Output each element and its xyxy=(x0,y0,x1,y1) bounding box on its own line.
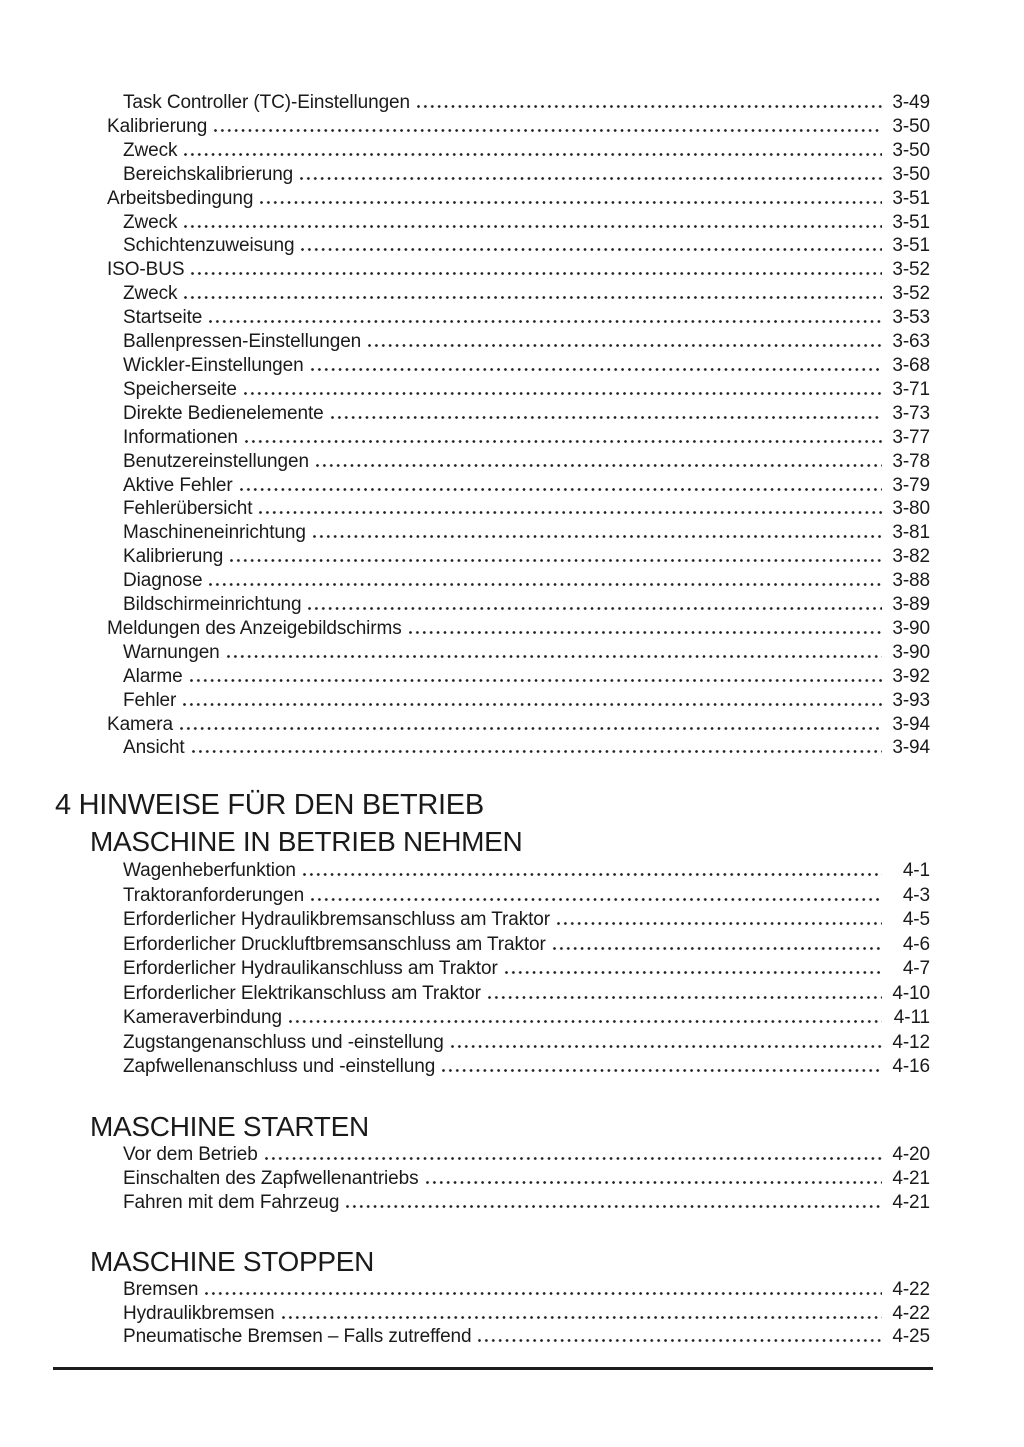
toc-entry xyxy=(107,258,930,282)
toc-entry xyxy=(123,1167,930,1191)
toc-entry-page: 3-77 xyxy=(892,426,930,448)
toc-chapter3-list xyxy=(107,91,930,760)
toc-entry-label: Fehler xyxy=(123,689,177,711)
toc-entry-label: Erforderlicher Hydraulikbremsanschluss am Traktor xyxy=(123,909,550,930)
toc-entry xyxy=(123,1031,930,1056)
toc-entry xyxy=(107,402,930,426)
dot-leader xyxy=(230,559,882,562)
toc-entry xyxy=(123,957,930,982)
toc-entry xyxy=(123,1278,930,1302)
toc-entry-label: Aktive Fehler xyxy=(123,474,233,496)
toc-entry xyxy=(107,354,930,378)
dot-leader xyxy=(183,703,882,706)
toc-entry xyxy=(107,91,930,115)
dot-leader xyxy=(244,392,882,395)
dot-leader xyxy=(308,607,882,610)
dot-leader xyxy=(442,1069,882,1072)
dot-leader xyxy=(426,1181,883,1184)
section-heading-maschine-in-betrieb-nehmen: MASCHINE IN BETRIEB NEHMEN xyxy=(90,826,523,857)
toc-entry xyxy=(107,450,930,474)
dot-leader xyxy=(192,750,882,753)
dot-leader xyxy=(205,1292,882,1295)
toc-entry-label: Bildschirmeinrichtung xyxy=(123,594,302,616)
toc-entry-label: Bremsen xyxy=(123,1279,199,1300)
dot-leader xyxy=(245,440,882,443)
toc-entry-page: 3-53 xyxy=(892,307,930,329)
toc-entry-label: Kalibrierung xyxy=(123,546,224,568)
toc-entry-page: 4-25 xyxy=(892,1326,930,1347)
toc-entry-page: 3-68 xyxy=(892,354,930,376)
toc-entry-label: Informationen xyxy=(123,426,238,448)
toc-entry-page: 4-5 xyxy=(902,909,930,930)
toc-entry-page: 3-93 xyxy=(892,689,930,711)
toc-entry-label: Erforderlicher Hydraulikanschluss am Traktor xyxy=(123,958,498,979)
toc-entry xyxy=(107,234,930,258)
toc-entry-page: 3-90 xyxy=(892,641,930,663)
toc-entry-page: 3-88 xyxy=(892,570,930,592)
toc-entry xyxy=(107,163,930,187)
dot-leader xyxy=(316,464,882,467)
toc-entry-page: 3-94 xyxy=(892,737,930,759)
dot-leader xyxy=(214,129,882,132)
dot-leader xyxy=(240,488,882,491)
toc-entry-page: 4-11 xyxy=(893,1007,930,1028)
toc-entry-label: Ansicht xyxy=(123,737,185,759)
toc-entry xyxy=(123,1325,930,1349)
dot-leader xyxy=(311,368,882,371)
toc-entry-page: 3-50 xyxy=(892,163,930,185)
dot-leader xyxy=(259,511,882,514)
toc-entry-label: Fahren mit dem Fahrzeug xyxy=(123,1192,340,1213)
dot-leader xyxy=(488,996,882,999)
dot-leader xyxy=(227,655,882,658)
dot-leader xyxy=(260,201,882,204)
toc-entry-page: 3-92 xyxy=(892,665,930,687)
toc-entry-label: Zweck xyxy=(123,139,178,161)
dot-leader xyxy=(184,225,882,228)
toc-entry xyxy=(107,378,930,402)
toc-entry xyxy=(123,1302,930,1326)
toc-entry xyxy=(107,497,930,521)
dot-leader xyxy=(557,922,882,925)
toc-section-list xyxy=(123,859,930,1080)
section-heading-maschine-stoppen: MASCHINE STOPPEN xyxy=(90,1246,375,1277)
toc-entry-page: 4-10 xyxy=(892,982,930,1004)
toc-entry-label: Benutzereinstellungen xyxy=(123,450,309,472)
toc-entry-page: 4-7 xyxy=(902,958,930,979)
dot-leader xyxy=(553,947,882,950)
toc-entry xyxy=(107,617,930,641)
dot-leader xyxy=(191,272,882,275)
toc-entry-label: Hydraulikbremsen xyxy=(123,1302,275,1324)
toc-section-list xyxy=(123,1143,930,1215)
toc-entry-label: Kamera xyxy=(107,713,173,735)
toc-entry-label: Schichtenzuweisung xyxy=(123,235,295,257)
toc-entry-page: 4-16 xyxy=(892,1056,930,1077)
toc-entry-page: 3-50 xyxy=(892,139,930,161)
toc-entry xyxy=(107,521,930,545)
toc-entry-label: Zweck xyxy=(123,211,178,233)
dot-leader xyxy=(184,296,882,299)
toc-entry-label: Wickler-Einstellungen xyxy=(123,354,304,376)
toc-entry-label: ISO-BUS xyxy=(107,259,185,281)
toc-entry-page: 3-63 xyxy=(892,331,930,353)
toc-entry xyxy=(107,736,930,760)
dot-leader xyxy=(209,583,882,586)
toc-entry-label: Kameraverbindung xyxy=(123,1007,282,1028)
toc-entry xyxy=(123,1006,930,1031)
dot-leader xyxy=(301,248,882,251)
toc-entry-page: 3-51 xyxy=(892,235,930,257)
toc-entry-label: Speicherseite xyxy=(123,378,237,400)
toc-entry-page: 3-52 xyxy=(892,283,930,305)
dot-leader xyxy=(311,898,882,901)
toc-entry-page: 3-90 xyxy=(892,617,930,639)
footer-rule xyxy=(53,1367,933,1370)
toc-entry-label: Pneumatische Bremsen – Falls zutreffend xyxy=(123,1326,472,1347)
toc-entry-label: Bereichskalibrierung xyxy=(123,163,294,185)
toc-entry-page: 3-79 xyxy=(892,474,930,496)
toc-entry xyxy=(123,1191,930,1215)
toc-section-list xyxy=(123,1278,930,1349)
toc-entry-page: 4-12 xyxy=(892,1031,930,1053)
toc-entry xyxy=(107,211,930,235)
chapter-4-heading: 4 HINWEISE FÜR DEN BETRIEB xyxy=(55,789,484,821)
toc-entry-label: Maschineneinrichtung xyxy=(123,522,306,544)
toc-entry xyxy=(107,545,930,569)
toc-entry-page: 3-51 xyxy=(892,211,930,233)
toc-entry-label: Direkte Bedienelemente xyxy=(123,402,324,424)
toc-entry xyxy=(107,713,930,737)
toc-entry xyxy=(107,569,930,593)
toc-entry-label: Startseite xyxy=(123,307,203,329)
dot-leader xyxy=(451,1045,882,1048)
toc-entry-page: 3-73 xyxy=(892,402,930,424)
dot-leader xyxy=(409,631,882,634)
dot-leader xyxy=(303,873,882,876)
toc-entry-label: Zapfwellenanschluss und -einstellung xyxy=(123,1056,436,1077)
toc-entry xyxy=(107,665,930,689)
dot-leader xyxy=(505,971,882,974)
dot-leader xyxy=(265,1157,882,1160)
dot-leader xyxy=(300,177,882,180)
toc-entry-page: 4-20 xyxy=(892,1144,930,1165)
toc-entry-label: Wagenheberfunktion xyxy=(123,860,296,881)
toc-entry-page: 3-82 xyxy=(892,546,930,568)
toc-entry-label: Zweck xyxy=(123,283,178,305)
toc-entry-page: 4-1 xyxy=(902,860,930,881)
toc-entry-page: 3-49 xyxy=(892,92,930,113)
toc-entry-label: Meldungen des Anzeigebildschirms xyxy=(107,617,402,639)
toc-entry xyxy=(107,139,930,163)
toc-entry xyxy=(107,426,930,450)
toc-entry-label: Erforderlicher Elektrikanschluss am Traktor xyxy=(123,982,481,1004)
section-heading-maschine-starten: MASCHINE STARTEN xyxy=(90,1111,369,1142)
toc-entry-page: 4-3 xyxy=(902,884,930,906)
dot-leader xyxy=(289,1020,882,1023)
toc-entry xyxy=(107,306,930,330)
toc-entry-label: Warnungen xyxy=(123,641,220,663)
toc-entry-page: 3-81 xyxy=(892,522,930,544)
toc-entry-page: 4-6 xyxy=(902,933,930,955)
dot-leader xyxy=(346,1205,882,1208)
toc-entry-label: Fehlerübersicht xyxy=(123,498,253,520)
toc-entry xyxy=(123,933,930,958)
toc-entry-label: Vor dem Betrieb xyxy=(123,1144,258,1165)
toc-entry-page: 4-22 xyxy=(892,1302,930,1324)
toc-entry-page: 3-51 xyxy=(892,187,930,209)
toc-entry xyxy=(107,689,930,713)
toc-entry xyxy=(123,982,930,1007)
toc-entry xyxy=(123,1143,930,1167)
toc-entry-label: Traktoranforderungen xyxy=(123,884,305,906)
toc-entry xyxy=(107,115,930,139)
toc-entry xyxy=(123,884,930,909)
dot-leader xyxy=(313,535,882,538)
toc-entry xyxy=(123,859,930,884)
dot-leader xyxy=(368,344,882,347)
toc-entry-page: 3-94 xyxy=(892,713,930,735)
dot-leader xyxy=(180,727,882,730)
toc-entry xyxy=(123,1055,930,1080)
toc-entry-label: Ballenpressen-Einstellungen xyxy=(123,331,362,353)
toc-entry-page: 3-50 xyxy=(892,115,930,137)
toc-entry-page: 3-80 xyxy=(892,498,930,520)
dot-leader xyxy=(209,320,882,323)
toc-entry-label: Diagnose xyxy=(123,570,203,592)
toc-entry-label: Einschalten des Zapfwellenantriebs xyxy=(123,1168,419,1189)
toc-entry-page: 3-89 xyxy=(892,594,930,616)
toc-entry-page: 4-22 xyxy=(892,1279,930,1300)
dot-leader xyxy=(478,1339,882,1342)
toc-entry xyxy=(107,474,930,498)
toc-entry xyxy=(123,908,930,933)
toc-entry-page: 4-21 xyxy=(892,1192,930,1213)
toc-entry xyxy=(107,187,930,211)
toc-entry xyxy=(107,330,930,354)
toc-entry-label: Task Controller (TC)-Einstellungen xyxy=(123,92,410,113)
toc-entry-page: 3-78 xyxy=(892,450,930,472)
dot-leader xyxy=(282,1316,882,1319)
toc-entry-page: 3-71 xyxy=(892,378,930,400)
toc-entry-label: Alarme xyxy=(123,665,183,687)
toc-entry-label: Kalibrierung xyxy=(107,115,208,137)
dot-leader xyxy=(417,105,882,108)
toc-entry-label: Arbeitsbedingung xyxy=(107,187,254,209)
toc-entry xyxy=(107,593,930,617)
toc-entry-label: Zugstangenanschluss und -einstellung xyxy=(123,1031,444,1053)
dot-leader xyxy=(190,679,882,682)
dot-leader xyxy=(184,153,882,156)
toc-entry-label: Erforderlicher Druckluftbremsanschluss am Traktor xyxy=(123,933,546,955)
toc-entry xyxy=(107,641,930,665)
toc-entry-page: 4-21 xyxy=(892,1168,930,1189)
dot-leader xyxy=(331,416,882,419)
toc-entry-page: 3-52 xyxy=(892,259,930,281)
toc-entry xyxy=(107,282,930,306)
